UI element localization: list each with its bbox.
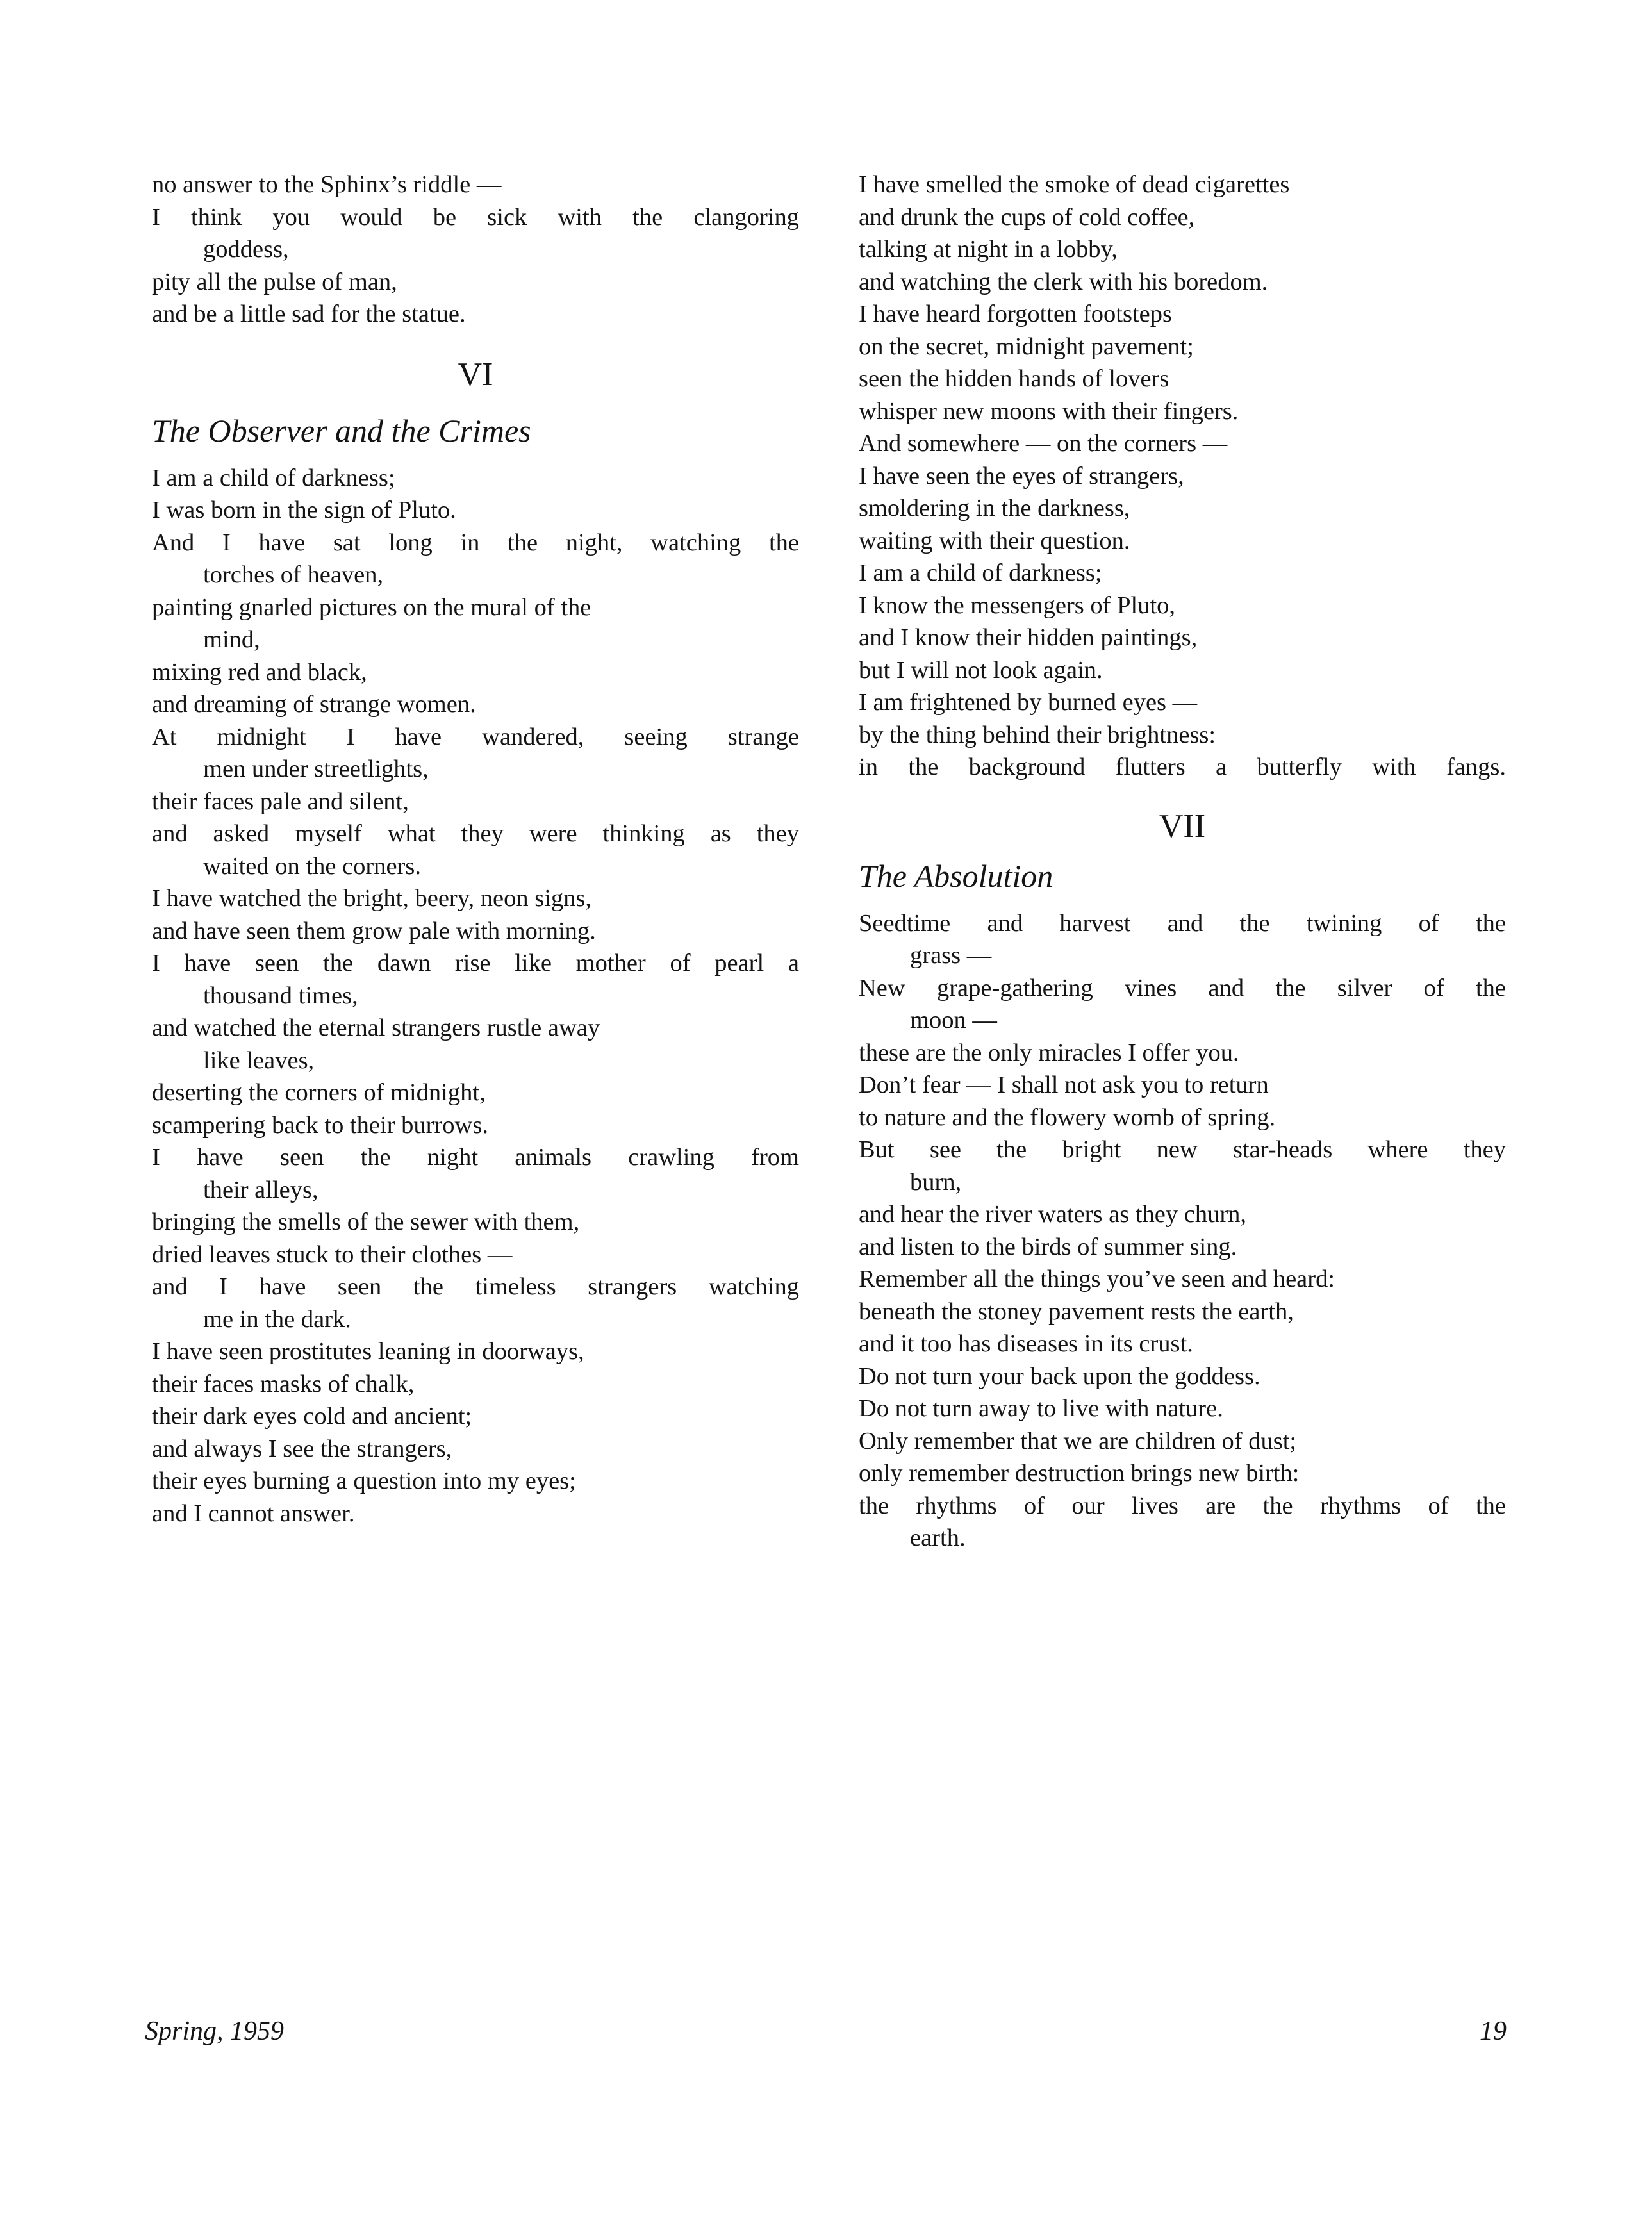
poem-line: their alleys, (203, 1176, 318, 1203)
poem-line: their faces pale and silent, (152, 788, 409, 815)
poem-line: these are the only miracles I offer you. (859, 1039, 1239, 1066)
poem-line: and watching the clerk with his boredom. (859, 268, 1268, 295)
poem-line: painting gnarled pictures on the mural of the (152, 593, 591, 621)
poem-line: and listen to the birds of summer sing. (859, 1233, 1237, 1260)
poem-line: smoldering in the darkness, (859, 495, 1130, 522)
poem-line: and I cannot answer. (152, 1499, 355, 1527)
poem-line: their eyes burning a question into my eyes; (152, 1467, 576, 1494)
poem-line: waiting with their question. (859, 527, 1130, 554)
poem-line: I think you would be sick with the clangoring (152, 203, 799, 231)
left-intro-lines (152, 169, 799, 331)
poem-line: and drunk the cups of cold coffee, (859, 203, 1195, 231)
poem-line: Seedtime and harvest and the twining of the (859, 909, 1506, 937)
poem-line: and hear the river waters as they churn, (859, 1201, 1247, 1228)
footer-issue: Spring, 1959 (145, 2017, 285, 2046)
poem-line: Don’t fear — I shall not ask you to return (859, 1071, 1269, 1098)
poem-line: beneath the stoney pavement rests the earth, (859, 1298, 1294, 1325)
poem-line: Do not turn away to live with nature. (859, 1395, 1223, 1422)
section-title-observer: The Observer and the Crimes (152, 412, 531, 449)
poem-line: I have seen the dawn rise like mother of pearl a (152, 950, 799, 977)
poem-line: whisper new moons with their fingers. (859, 397, 1239, 425)
poem-line: mixing red and black, (152, 658, 367, 686)
poem-line: thousand times, (203, 982, 358, 1009)
poem-line: I was born in the sign of Pluto. (152, 497, 456, 524)
poem-line: and be a little sad for the statue. (152, 301, 466, 327)
poem-line: and it too has diseases in its crust. (859, 1330, 1193, 1357)
poem-line: I have seen the eyes of strangers, (859, 462, 1184, 490)
poem-line: I am a child of darkness; (152, 464, 395, 491)
poem-line: I have watched the bright, beery, neon signs, (152, 885, 592, 912)
poem-line: pity all the pulse of man, (152, 268, 397, 295)
poem-line: no answer to the Sphinx’s riddle — (152, 171, 502, 198)
poem-line: and I have seen the timeless strangers watching (152, 1273, 799, 1300)
poem-line: and I know their hidden paintings, (859, 624, 1198, 651)
poem-line: by the thing behind their brightness: (859, 721, 1216, 748)
poem-line: waited on the corners. (203, 852, 421, 880)
poem-line: but I will not look again. (859, 656, 1103, 684)
poem-line: deserting the corners of midnight, (152, 1079, 486, 1106)
poem-line: seen the hidden hands of lovers (859, 365, 1169, 392)
poem-line: goddess, (203, 236, 289, 263)
poem-line: and have seen them grow pale with morning. (152, 917, 596, 945)
poem-line: scampering back to their burrows. (152, 1111, 488, 1139)
poem-line: grass — (910, 942, 992, 969)
right-intro-lines (859, 169, 1506, 784)
poem-line: talking at night in a lobby, (859, 236, 1118, 263)
poem-line: Do not turn your back upon the goddess. (859, 1362, 1260, 1390)
poem-line: dried leaves stuck to their clothes — (152, 1241, 513, 1268)
poem-line: the rhythms of our lives are the rhythms of the (859, 1492, 1506, 1519)
poem-line: New grape-gathering vines and the silver of the (859, 974, 1506, 1002)
poem-line: And I have sat long in the night, watching the (152, 529, 799, 556)
poem-line: I am a child of darkness; (859, 559, 1102, 586)
poem-line: earth. (910, 1524, 966, 1551)
poem-line: burn, (910, 1168, 962, 1196)
poem-line: and dreaming of strange women. (152, 691, 476, 718)
poem-line: men under streetlights, (203, 755, 429, 782)
poem-line: I have smelled the smoke of dead cigarettes (859, 171, 1290, 198)
poem-line: torches of heaven, (203, 561, 384, 588)
poem-line: like leaves, (203, 1046, 315, 1074)
poem-line: Only remember that we are children of dust; (859, 1427, 1297, 1455)
poem-line: At midnight I have wandered, seeing strange (152, 723, 799, 750)
poem-line: on the secret, midnight pavement; (859, 333, 1194, 360)
section-number-vi: VI (458, 356, 493, 393)
poem-line: only remember destruction brings new birth: (859, 1460, 1300, 1487)
poem-line: But see the bright new star-heads where they (859, 1136, 1506, 1163)
poem-line: and watched the eternal strangers rustle away (152, 1014, 600, 1041)
poem-line: to nature and the flowery womb of spring. (859, 1103, 1276, 1131)
poem-line: in the background flutters a butterfly with fangs. (859, 754, 1506, 780)
poem-line: I know the messengers of Pluto, (859, 591, 1176, 619)
poem-line: mind, (203, 626, 260, 653)
right-poem-lines (859, 907, 1506, 1555)
poem-line: me in the dark. (203, 1305, 351, 1333)
poem-line: their dark eyes cold and ancient; (152, 1403, 472, 1430)
section-title-absolution: The Absolution (859, 857, 1053, 894)
poem-line: I have seen prostitutes leaning in doorways, (152, 1338, 584, 1365)
poem-line: bringing the smells of the sewer with them, (152, 1209, 580, 1235)
right-column (859, 169, 1506, 1555)
poem-line: moon — (910, 1007, 997, 1034)
poem-line: I have seen the night animals crawling from (152, 1144, 799, 1171)
footer-page-number: 19 (1480, 2017, 1507, 2046)
poem-line: I am frightened by burned eyes — (859, 689, 1198, 716)
poem-line: their faces masks of chalk, (152, 1370, 415, 1398)
section-number-vii: VII (1159, 807, 1206, 845)
poem-line: and always I see the strangers, (152, 1435, 452, 1462)
left-column (152, 169, 799, 1530)
poem-line: Remember all the things you’ve seen and heard: (859, 1266, 1335, 1292)
poem-line: And somewhere — on the corners — (859, 430, 1228, 457)
poem-line: I have heard forgotten footsteps (859, 301, 1172, 327)
poem-line: and asked myself what they were thinking as they (152, 820, 799, 847)
left-poem-lines (152, 462, 799, 1530)
